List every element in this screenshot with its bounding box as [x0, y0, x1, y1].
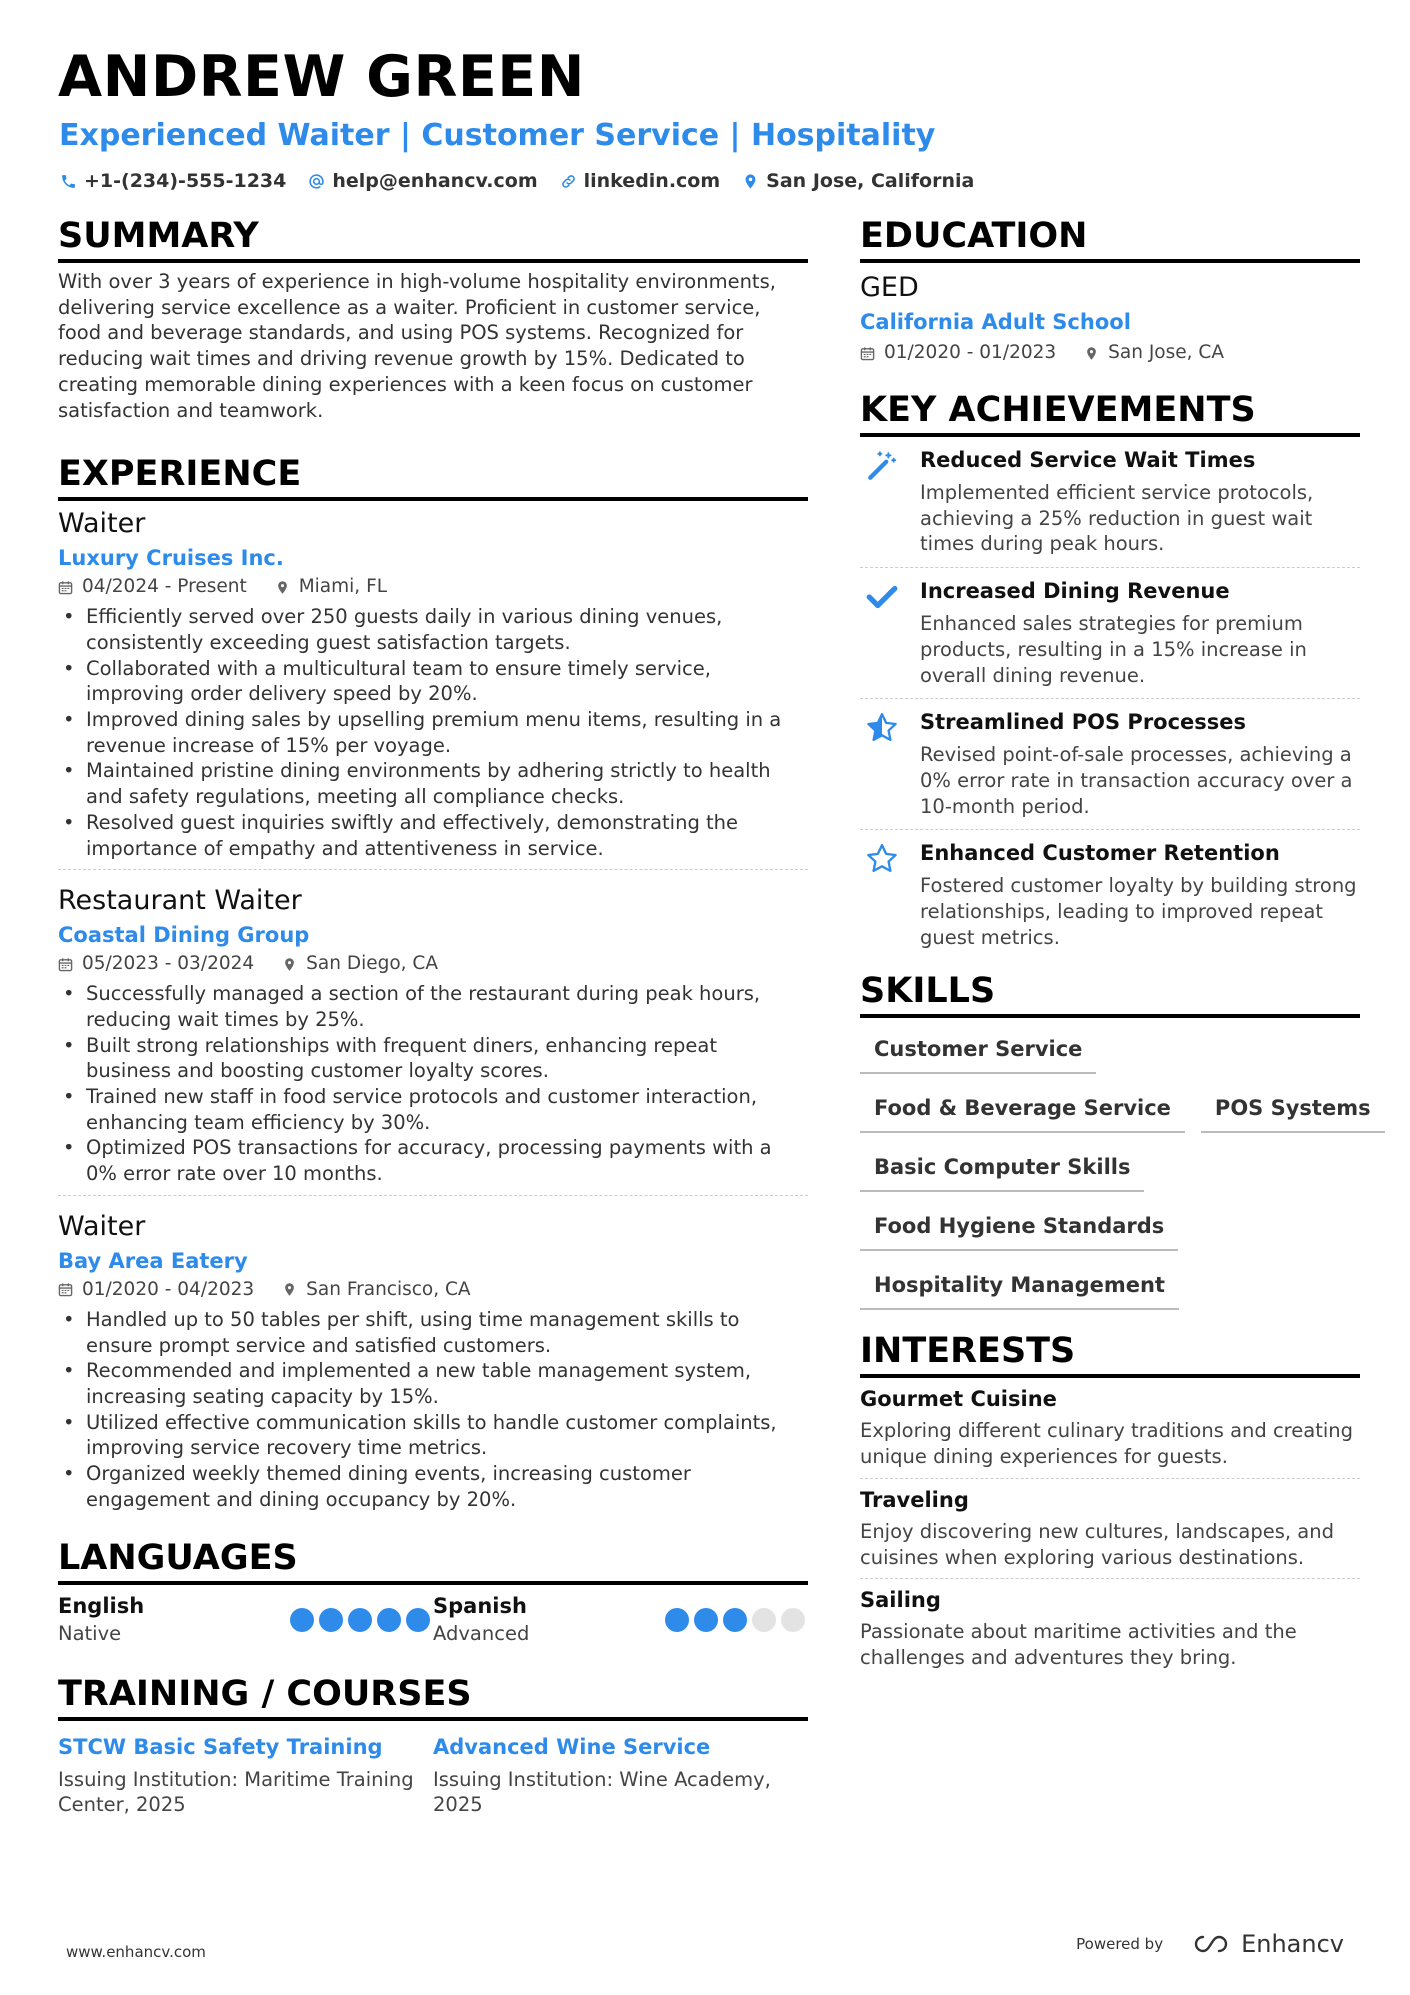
- contact-email[interactable]: [308, 170, 537, 192]
- language-level: Advanced: [433, 1621, 530, 1645]
- course-title: STCW Basic Safety Training: [58, 1734, 383, 1759]
- bullet: • Recommended and implemented a new table management system, increasing seating capacity by 15%.: [58, 1358, 808, 1409]
- achievements-section: [860, 389, 1360, 960]
- experience-section: [58, 453, 808, 1520]
- location-text: San Jose, California: [766, 170, 975, 192]
- contact-bar: [60, 170, 974, 192]
- job-title: Waiter: [58, 508, 146, 540]
- skills-section: [860, 970, 1371, 1310]
- magic-wand-icon: [865, 449, 899, 483]
- email-text: help@enhancv.com: [332, 170, 538, 192]
- course-desc: Issuing Institution: Wine Academy, 2025: [433, 1767, 771, 1817]
- checkmark-icon: [865, 580, 899, 614]
- language-item: [433, 1593, 808, 1647]
- location-pin-icon: [1084, 346, 1099, 361]
- calendar-icon: [58, 1282, 73, 1297]
- calendar-icon: [860, 346, 875, 361]
- interest-title: Sailing: [860, 1588, 941, 1613]
- skill-tag: Food & Beverage Service: [860, 1087, 1185, 1133]
- achievement-desc: Enhanced sales strategies for premium products, resulting in a 15% increase in overall dining revenue.: [920, 612, 1307, 687]
- contact-location: [742, 170, 974, 192]
- job-bullets: [58, 604, 808, 861]
- footer-website[interactable]: www.enhancv.com: [66, 1943, 206, 1961]
- proficiency-dot: [694, 1608, 718, 1632]
- school-name[interactable]: California Adult School: [860, 310, 1131, 334]
- proficiency-dot: [290, 1608, 314, 1632]
- job-entry: [58, 869, 808, 1195]
- skill-tag: POS Systems: [1201, 1087, 1385, 1133]
- section-title: LANGUAGES: [58, 1537, 808, 1585]
- course-title: Advanced Wine Service: [433, 1734, 711, 1759]
- proficiency-dot: [319, 1608, 343, 1632]
- job-meta: [58, 1276, 808, 1304]
- bullet: • Utilized effective communication skills to handle customer complaints, improving service recovery time metrics.: [58, 1410, 808, 1461]
- interest-desc: Enjoy discovering new cultures, landscapes, and cuisines when exploring various destinations.: [860, 1519, 1334, 1569]
- section-title: TRAINING / COURSES: [58, 1673, 808, 1721]
- skill-tag: Food Hygiene Standards: [860, 1205, 1178, 1251]
- job-dates: 01/2020 - 04/2023: [82, 1278, 255, 1300]
- interest-item: [860, 1478, 1360, 1578]
- bullet: • Successfully managed a section of the restaurant during peak hours, reducing wait times by 25%.: [58, 981, 808, 1032]
- bullet: • Handled up to 50 tables per shift, using time management skills to ensure prompt service and satisfied customers.: [58, 1307, 808, 1358]
- candidate-name: ANDREW GREEN: [58, 44, 585, 110]
- enhancv-logo-icon: [1189, 1933, 1233, 1955]
- at-icon: [308, 173, 325, 190]
- course-item: [58, 1733, 433, 1818]
- job-location: Miami, FL: [298, 576, 388, 598]
- job-location: San Diego, CA: [306, 953, 439, 975]
- proficiency-dot: [723, 1608, 747, 1632]
- section-title: EXPERIENCE: [58, 453, 808, 501]
- training-section: [58, 1673, 808, 1818]
- headline: Experienced Waiter | Customer Service | Hospitality: [59, 118, 936, 153]
- section-title: KEY ACHIEVEMENTS: [860, 389, 1360, 437]
- contact-phone[interactable]: [60, 170, 286, 192]
- job-bullets: [58, 981, 808, 1187]
- languages-row: [58, 1593, 808, 1647]
- achievement-title: Reduced Service Wait Times: [920, 448, 1256, 472]
- achievement-item: [860, 567, 1360, 698]
- job-title: Waiter: [58, 1210, 146, 1242]
- interest-item: [860, 1578, 1360, 1678]
- section-title: INTERESTS: [860, 1330, 1360, 1378]
- achievement-title: Enhanced Customer Retention: [920, 841, 1280, 866]
- job-dates: 04/2024 - Present: [82, 576, 247, 598]
- proficiency-dot: [348, 1608, 372, 1632]
- calendar-icon: [58, 957, 73, 972]
- company-name[interactable]: Bay Area Eatery: [58, 1248, 248, 1273]
- proficiency-dot: [752, 1608, 776, 1632]
- skills-list: [860, 1028, 1371, 1310]
- section-title: SKILLS: [860, 970, 1360, 1018]
- footer-branding: [1076, 1930, 1344, 1958]
- company-name[interactable]: Luxury Cruises Inc.: [58, 546, 284, 571]
- bullet: • Built strong relationships with frequent diners, enhancing repeat business and boosting customer loyalty scores.: [58, 1033, 808, 1084]
- skill-tag: Basic Computer Skills: [860, 1146, 1144, 1192]
- location-pin-icon: [742, 173, 759, 190]
- location-pin-icon: [282, 1282, 297, 1297]
- course-desc: Issuing Institution: Maritime Training Center, 2025: [58, 1767, 414, 1817]
- bullet: • Collaborated with a multicultural team to ensure timely service, improving order delivery speed by 20%.: [58, 656, 808, 707]
- job-meta: [58, 573, 808, 601]
- bullet: • Trained new staff in food service protocols and customer interaction, enhancing team efficiency by 30%.: [58, 1084, 808, 1135]
- achievement-title: Increased Dining Revenue: [920, 579, 1230, 604]
- achievement-title: Streamlined POS Processes: [920, 710, 1247, 735]
- location-pin-icon: [275, 580, 290, 595]
- job-bullets: [58, 1307, 808, 1513]
- job-location: San Francisco, CA: [306, 1278, 471, 1300]
- summary-text: With over 3 years of experience in high-volume hospitality environments, delivering service excellence as a waiter. Proficient in customer service, food and beverage standards, and using POS systems. Recognized for reducing wait times and driving revenue growth by 15%. Dedicated to creating memorable dining experiences with a keen focus on customer satisfaction and teamwork.: [58, 270, 776, 422]
- bullet: • Improved dining sales by upselling premium menu items, resulting in a revenue increase of 15% per voyage.: [58, 707, 808, 758]
- job-meta: [58, 950, 808, 978]
- interest-desc: Exploring different culinary traditions and creating unique dining experiences for guests.: [860, 1419, 1354, 1469]
- language-name: English: [58, 1593, 145, 1618]
- achievement-item: [860, 437, 1360, 567]
- section-title: SUMMARY: [58, 215, 808, 263]
- language-name: Spanish: [433, 1593, 527, 1618]
- education-dates: 01/2020 - 01/2023: [884, 342, 1057, 363]
- proficiency-dot: [406, 1608, 430, 1632]
- course-item: [433, 1733, 808, 1818]
- achievement-desc: Revised point-of-sale processes, achieving a 0% error rate in transaction accuracy over a 10-month period.: [920, 743, 1353, 818]
- brand-name: Enhancv: [1241, 1930, 1344, 1958]
- interest-title: Gourmet Cuisine: [860, 1387, 1057, 1412]
- link-icon: [560, 173, 577, 190]
- education-section: [860, 215, 1360, 367]
- bullet: • Organized weekly themed dining events, increasing customer engagement and dining occupancy by 20%.: [58, 1461, 808, 1512]
- skill-tag: Hospitality Management: [860, 1264, 1179, 1310]
- interest-item: [860, 1378, 1360, 1477]
- company-name[interactable]: Coastal Dining Group: [58, 923, 310, 948]
- achievement-item: [860, 698, 1360, 829]
- language-item: [58, 1593, 433, 1647]
- proficiency-dots: [665, 1608, 805, 1632]
- phone-text: +1-(234)-555-1234: [84, 170, 287, 192]
- link-text: linkedin.com: [583, 170, 721, 192]
- brand-logo[interactable]: [1189, 1930, 1344, 1958]
- education-location: San Jose, CA: [1108, 342, 1224, 363]
- education-degree: GED: [860, 272, 919, 303]
- bullet: • Efficiently served over 250 guests daily in various dining venues, consistently exceeding guest satisfaction targets.: [58, 604, 808, 655]
- calendar-icon: [58, 580, 73, 595]
- interest-desc: Passionate about maritime activities and the challenges and adventures they bring.: [860, 1620, 1297, 1669]
- proficiency-dot: [781, 1608, 805, 1632]
- interests-section: [860, 1330, 1360, 1678]
- education-meta: [860, 339, 1360, 367]
- left-column: [58, 215, 808, 1818]
- proficiency-dot: [377, 1608, 401, 1632]
- courses-row: [58, 1733, 808, 1818]
- star-half-icon: [865, 711, 899, 745]
- bullet: • Maintained pristine dining environments by adhering strictly to health and safety regulations, meeting all compliance checks.: [58, 758, 808, 809]
- proficiency-dot: [665, 1608, 689, 1632]
- skill-tag: Customer Service: [860, 1028, 1096, 1074]
- bullet: • Optimized POS transactions for accuracy, processing payments with a 0% error rate over 10 months.: [58, 1135, 808, 1186]
- section-title: EDUCATION: [860, 215, 1360, 263]
- job-dates: 05/2023 - 03/2024: [82, 953, 255, 975]
- powered-by-label: Powered by: [1076, 1935, 1164, 1953]
- achievement-desc: Fostered customer loyalty by building strong relationships, leading to improved repeat guest metrics.: [920, 874, 1357, 949]
- contact-link[interactable]: [560, 170, 721, 192]
- phone-icon: [60, 173, 77, 190]
- location-pin-icon: [282, 957, 297, 972]
- proficiency-dots: [290, 1608, 430, 1632]
- summary-section: [58, 215, 808, 423]
- achievement-desc: Implemented efficient service protocols, achieving a 25% reduction in guest wait times during peak hours.: [920, 481, 1314, 556]
- right-column: [860, 215, 1371, 1679]
- interest-title: Traveling: [860, 1487, 969, 1512]
- job-entry: [58, 1195, 808, 1521]
- star-outline-icon: [865, 842, 899, 876]
- job-title: Restaurant Waiter: [58, 885, 302, 917]
- job-entry: [58, 507, 808, 869]
- bullet: • Resolved guest inquiries swiftly and effectively, demonstrating the importance of empathy and attentiveness in service.: [58, 810, 808, 861]
- achievement-item: [860, 829, 1360, 960]
- languages-section: [58, 1537, 808, 1647]
- language-level: Native: [58, 1621, 122, 1645]
